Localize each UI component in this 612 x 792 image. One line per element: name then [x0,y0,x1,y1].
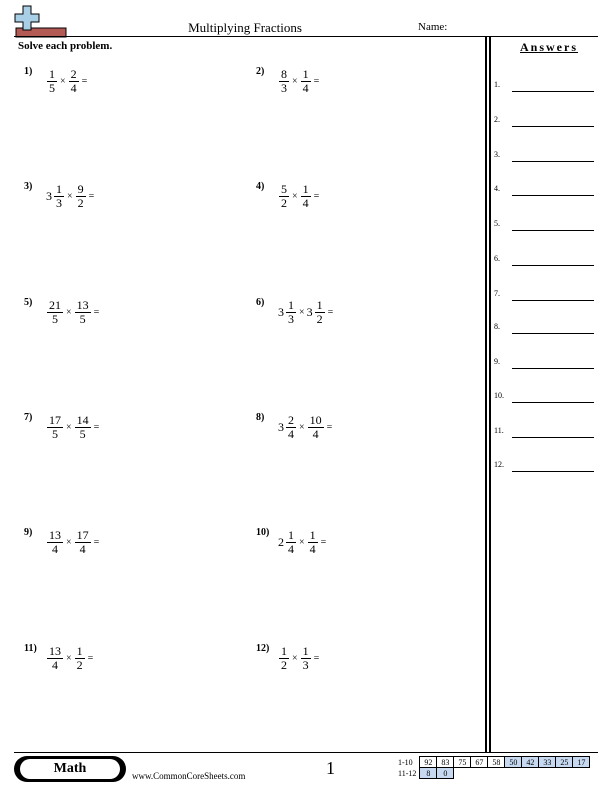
subject-label: Math [20,759,120,779]
denominator: 4 [52,541,58,556]
equals-symbol: = [327,306,334,318]
equals-symbol: = [326,421,333,433]
expression [46,525,99,559]
numerator: 13 [49,527,61,542]
fraction [301,183,311,210]
answer-number: 11. [494,426,504,435]
fraction [47,299,63,326]
logo-icon [14,4,68,38]
denominator: 4 [52,657,58,672]
fraction [75,414,91,441]
fraction [286,414,296,441]
answer-row [494,287,594,301]
whole-number: 3 [306,304,313,319]
denominator: 2 [77,195,84,210]
denominator: 4 [302,195,309,210]
denominator: 3 [302,657,309,672]
score-row [396,768,590,779]
expression [278,179,319,213]
denominator: 3 [281,80,287,95]
score-cell: 67 [471,757,488,768]
score-cell: 75 [454,757,471,768]
numerator: 21 [49,297,61,312]
problem-number: 1) [24,66,33,77]
answer-blank[interactable] [512,402,594,403]
answer-number: 2. [494,115,500,124]
answer-row [494,113,594,127]
answer-blank[interactable] [512,471,594,472]
score-cell: 0 [437,768,454,779]
numerator: 13 [49,643,61,658]
answer-number: 9. [494,357,500,366]
score-cell: 25 [556,757,573,768]
denominator: 2 [281,195,287,210]
score-range-label: 1-10 [398,757,413,767]
numerator: 2 [288,412,294,427]
whole-number: 3 [278,419,284,434]
answer-number: 6. [494,254,500,263]
fraction [279,68,289,95]
times-symbol: × [299,306,305,318]
expression [278,64,319,98]
answer-number: 5. [494,219,500,228]
fraction [47,645,63,672]
answer-row [494,182,594,196]
times-symbol: × [66,421,72,433]
answers-title: Answers [520,40,578,54]
instructions: Solve each problem. [18,40,113,52]
numerator: 13 [76,297,89,312]
equals-symbol: = [93,536,100,548]
denominator: 2 [281,657,287,672]
expression [278,295,333,329]
problem-number: 6) [256,297,265,308]
numerator: 2 [70,66,77,81]
numerator: 17 [49,412,61,427]
numerator: 1 [76,643,83,658]
denominator: 4 [312,426,319,441]
expression [278,410,332,444]
answer-number: 7. [494,289,500,298]
site-url: www.CommonCoreSheets.com [132,771,246,781]
denominator: 5 [49,80,55,95]
fraction [301,645,311,672]
times-symbol: × [67,190,73,202]
fraction [308,414,324,441]
denominator: 5 [79,426,86,441]
answer-blank[interactable] [512,230,594,231]
expression [46,641,93,675]
answer-blank[interactable] [512,333,594,334]
fraction [279,183,289,210]
equals-symbol: = [93,306,100,318]
divider-line [489,36,491,752]
problem-number: 7) [24,412,33,423]
expression [46,64,87,98]
answer-number: 4. [494,184,500,193]
answer-number: 10. [494,391,504,400]
numerator: 14 [76,412,89,427]
denominator: 5 [79,311,86,326]
numerator: 1 [302,181,309,196]
answer-blank[interactable] [512,300,594,301]
page-title: Multiplying Fractions [188,20,302,35]
denominator: 4 [288,426,294,441]
expression [278,641,319,675]
fraction [75,645,85,672]
numerator: 5 [281,181,287,196]
score-range-label: 11-12 [398,768,417,778]
expression [278,525,326,559]
score-cell: 83 [437,757,454,768]
page-number: 1 [326,758,335,778]
answer-row [494,148,594,162]
whole-number: 3 [46,188,52,203]
equals-symbol: = [88,190,95,202]
answer-row [494,78,594,92]
times-symbol: × [292,190,298,202]
times-symbol: × [292,75,298,87]
denominator: 5 [52,426,58,441]
score-cell: 8 [420,768,437,779]
times-symbol: × [66,652,72,664]
fraction [47,68,57,95]
denominator: 3 [288,311,294,326]
expression [46,295,99,329]
answer-row [494,252,594,266]
score-cell: 17 [573,757,590,768]
footer-rule [14,752,598,753]
problem-number: 10) [256,527,270,538]
equals-symbol: = [313,652,320,664]
expression [46,179,94,213]
fraction [286,299,296,326]
fraction [279,645,289,672]
denominator: 2 [76,657,83,672]
answer-number: 3. [494,150,500,159]
denominator: 4 [309,541,316,556]
score-cell: 50 [505,757,522,768]
fraction [76,183,86,210]
score-cell: 33 [539,757,556,768]
numerator: 1 [302,643,309,658]
answer-row [494,217,594,231]
answer-number: 8. [494,322,500,331]
fraction [75,529,91,556]
times-symbol: × [66,536,72,548]
answer-row [494,320,594,334]
numerator: 1 [309,527,316,542]
answer-blank[interactable] [512,265,594,266]
fraction [308,529,318,556]
numerator: 1 [288,297,294,312]
answer-blank[interactable] [512,161,594,162]
answer-blank[interactable] [512,126,594,127]
denominator: 2 [316,311,323,326]
times-symbol: × [292,652,298,664]
fraction [47,529,63,556]
equals-symbol: = [313,190,320,202]
answer-number: 12. [494,460,504,469]
problem-number: 8) [256,412,265,423]
answer-blank[interactable] [512,91,594,92]
problem-number: 2) [256,66,265,77]
numerator: 1 [302,66,309,81]
times-symbol: × [66,306,72,318]
name-label: Name: [418,21,448,33]
numerator: 1 [316,297,323,312]
fraction [301,68,311,95]
score-row [396,757,590,768]
answer-number: 1. [494,80,500,89]
times-symbol: × [299,536,305,548]
numerator: 1 [281,643,287,658]
denominator: 4 [70,80,77,95]
times-symbol: × [299,421,305,433]
numerator: 1 [288,527,294,542]
whole-number: 2 [278,534,284,549]
answer-blank[interactable] [512,368,594,369]
score-table [396,756,590,779]
fraction [54,183,64,210]
times-symbol: × [60,75,66,87]
problem-number: 3) [24,181,33,192]
answer-row [494,355,594,369]
score-cell: 92 [420,757,437,768]
score-cell: 58 [488,757,505,768]
answer-row [494,389,594,403]
fraction [315,299,325,326]
expression [46,410,99,444]
problem-number: 5) [24,297,33,308]
numerator: 8 [281,66,287,81]
denominator: 3 [56,195,62,210]
equals-symbol: = [320,536,327,548]
numerator: 9 [77,181,84,196]
denominator: 4 [79,541,86,556]
header-rule [14,36,598,37]
fraction [286,529,296,556]
problem-number: 9) [24,527,33,538]
problem-number: 12) [256,643,270,654]
score-cell: 42 [522,757,539,768]
equals-symbol: = [81,75,88,87]
denominator: 5 [52,311,58,326]
divider-line [485,36,487,752]
fraction [47,414,63,441]
answer-blank[interactable] [512,195,594,196]
numerator: 1 [56,181,62,196]
denominator: 4 [302,80,309,95]
denominator: 4 [288,541,294,556]
fraction [69,68,79,95]
fraction [75,299,91,326]
answer-row [494,458,594,472]
answer-row [494,424,594,438]
equals-symbol: = [93,421,100,433]
equals-symbol: = [87,652,94,664]
numerator: 1 [49,66,55,81]
problem-number: 4) [256,181,265,192]
numerator: 17 [76,527,89,542]
whole-number: 3 [278,304,284,319]
equals-symbol: = [313,75,320,87]
answer-blank[interactable] [512,437,594,438]
numerator: 10 [309,412,322,427]
problem-number: 11) [24,643,37,654]
